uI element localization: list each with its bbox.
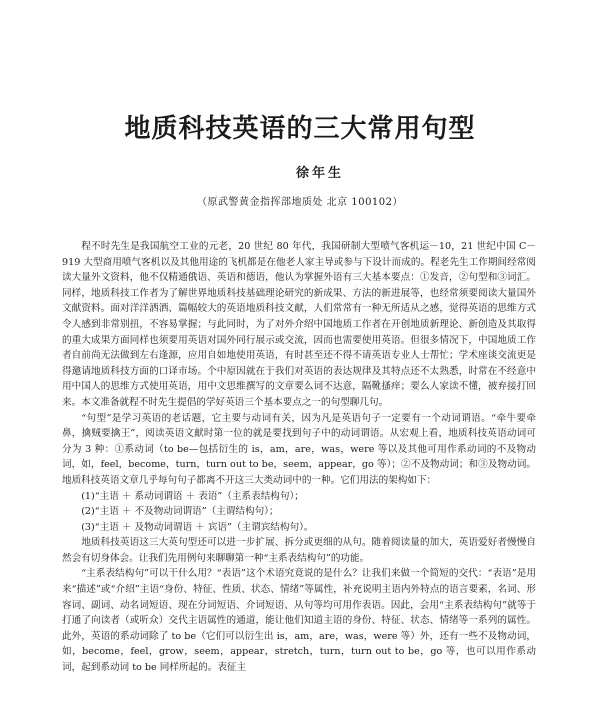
paragraph-intro: 程不时先生是我国航空工业的元老，20 世纪 80 年代，我国研制大型喷气客机运－10，21 世纪中国 C－919 大型商用喷气客机以及其他用途的飞机都是在他老人家主导或参与下设计而成的。程老先生工作期间经常阅读大量外文资料，他不仅精通俄语、英语和德语，他认为掌握外语有三大基本要点：①发音，②句型和③词汇。同样，地质科技工作者为了解世界地质科技基础理论研究的新成果、方法的新进展等，也经常须要阅读大量国外文献资料。面对洋洋洒洒、篇幅较大的英语地质科技文献，人们常常有一种无所适从之感，觉得英语的思维方式令人感到非常别扭，不容易掌握；与此同时，为了对外介绍中国地质工作者在开创地质新理论、新创造及其取得的重大成果方面同样也须要用英语对国外同行展示或交流，因而也需要使用英语。但很多情况下，中国地质工作者自前尚无法做到左右逢源，应用自如地使用英语，有时甚至还不得不请英语专业人士帮忙；学术座谈交流更是得邀请地质科技方面的口译市场。个中原因就在于我们对英语的表达规律及其特点还不太熟悉，时常在不经意中用中国人的思维方式使用英语，用中文思维撰写的文章要么词不达意，隔靴搔痒；要么人家读不懂，被弃接打回来。本文准备就程不时先生提倡的学好英语三个基本要点之一的句型聊几句。 bbox=[62, 241, 536, 408]
author-affiliation: （原武警黄金指挥部地质处 北京 100102） bbox=[196, 197, 404, 208]
paragraph-sentence-patterns: “句型”是学习英语的老话题，它主要与动词有关，因为凡是英语句子一定要有一个动词谓语。“牵牛要牵鼻，擒贼要擒王”，阅读英语文献时第一位的就是要找到句子中的动词谓语。从宏观上看，地质科技英语动词可分为 3 种：①系动词（to be—包括衍生的 is，am，are，was，were 等以及其他可用作系动词的不及物动词，如，feel，become，turn，turn out to be，seem，appear，go 等）；②不及物动词；和③及物动词。地质科技英语文章几乎每句句子都离不开这三大类动词中的一种。它们用法的架构如下： bbox=[62, 412, 536, 486]
pattern-list bbox=[62, 489, 536, 536]
article-title: 地质科技英语的三大常用句型 bbox=[124, 114, 476, 144]
paragraph-predicative: “主系表结构句”可以干什么用？“表语”这个术语究竟说的是什么？让我们来做一个简短的交代：“表语”是用来“描述”或“介绍”主语“身份、特征、性质、状态、情绪”等属性，补充说明主语内外特点的语言要素，名词、形容词、副词、动名词短语、现在分词短语、介词短语、从句等均可用作表语。因此，会用“主系表结构句”就等于打通了向读者（或听众）交代主语属性的通道，能让他们知道主语的身份、特征、状态、情绪等一系列的属性。此外，英语的系动词除了 to be（它们可以衍生出 is，am，are，was，were 等）外，还有一些不及物动词，如，become，feel，grow，seem，appear，stretch，turn，turn out to be，go 等，也可以用作系动词，起到系动词 to be 同样所起的。表征主 bbox=[62, 568, 536, 674]
pattern-item: (1)“主语 ＋ 系动词谓语 ＋ 表语”（主系表结构句）； bbox=[81, 490, 304, 502]
article-body bbox=[62, 239, 536, 676]
pattern-item: (3)“主语 ＋ 及物动词谓语 ＋ 宾语”（主谓宾结构句）。 bbox=[81, 521, 314, 533]
paragraph-expansion: 地质科技英语这三大英句型还可以进一步扩展、拆分或更细的从句。随着阅读量的加大，英语爱好者慢慢自然会有切身体会。让我们先用例句来聊聊第一种“主系表结构句”的功能。 bbox=[62, 537, 536, 564]
article-author: 徐年生 bbox=[295, 166, 344, 181]
pattern-item: (2)“主语 ＋ 不及物动词谓语”（主谓结构句）； bbox=[81, 506, 279, 518]
